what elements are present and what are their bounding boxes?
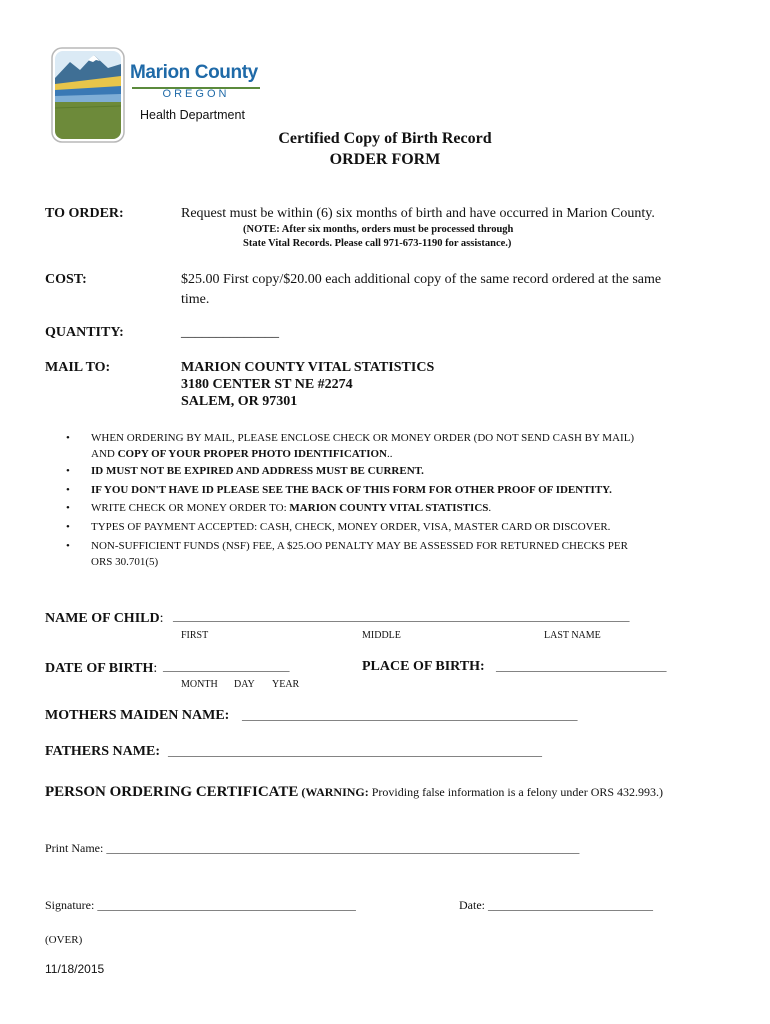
bullet-icon: • bbox=[66, 432, 70, 444]
logo-state: OREGON bbox=[162, 88, 230, 100]
bullet-1-bold: COPY OF YOUR PROPER PHOTO IDENTIFICATION bbox=[117, 448, 388, 460]
footer-date: 11/18/2015 bbox=[45, 962, 105, 976]
date-of-birth-field[interactable]: _______________________ bbox=[163, 661, 290, 673]
mothers-maiden-name-field[interactable]: _____________________________________________________________ bbox=[242, 710, 578, 722]
bullet-4-post: . bbox=[488, 502, 492, 514]
bullet-icon: • bbox=[66, 484, 70, 496]
to-order-text: Request must be within (6) six months of birth and have occurred in Marion County. bbox=[181, 206, 655, 221]
to-order-note-2: State Vital Records. Please call 971-673-1190 for assistance.) bbox=[243, 238, 512, 249]
over-note: (OVER) bbox=[45, 934, 83, 946]
to-order-note-1: (NOTE: After six months, orders must be processed through bbox=[243, 224, 514, 235]
bullet-1-pre: AND bbox=[91, 448, 118, 460]
place-of-birth-label: PLACE OF BIRTH: bbox=[362, 659, 485, 674]
to-order-label: TO ORDER: bbox=[45, 206, 124, 221]
date-label: Date: bbox=[459, 898, 488, 912]
year-caption: YEAR bbox=[272, 679, 300, 690]
middle-name-caption: MIDDLE bbox=[362, 630, 401, 641]
mothers-maiden-name-label: MOTHERS MAIDEN NAME: bbox=[45, 708, 230, 723]
mail-to-line-3: SALEM, OR 97301 bbox=[181, 394, 298, 409]
cost-text-2: time. bbox=[181, 292, 210, 307]
mail-to-label: MAIL TO: bbox=[45, 360, 111, 375]
form-title: Certified Copy of Birth Record bbox=[278, 130, 492, 147]
place-of-birth-field[interactable]: _______________________________ bbox=[496, 661, 667, 673]
person-ordering-heading bbox=[45, 783, 663, 801]
date-field[interactable]: ______________________________ bbox=[488, 900, 653, 912]
quantity-field[interactable]: ______________ bbox=[181, 325, 279, 340]
print-name-field[interactable]: ______________________________________________________________________________________ bbox=[106, 843, 580, 855]
bullet-5: TYPES OF PAYMENT ACCEPTED: CASH, CHECK, MONEY ORDER, VISA, MASTER CARD OR DISCOVER. bbox=[91, 521, 611, 533]
bullet-4-pre: WRITE CHECK OR MONEY ORDER TO: bbox=[91, 502, 290, 514]
cost-text-1: $25.00 First copy/$20.00 each additional copy of the same record ordered at the same bbox=[181, 272, 662, 287]
bullet-1-post: .. bbox=[387, 448, 393, 460]
signature-row bbox=[45, 898, 356, 913]
print-name-label: Print Name: bbox=[45, 841, 107, 855]
fathers-name-field[interactable]: ____________________________________________________________________ bbox=[168, 746, 542, 758]
bullet-icon: • bbox=[66, 540, 70, 552]
logo-county-name: Marion County bbox=[130, 62, 258, 83]
bullet-6-line-2: ORS 30.701(5) bbox=[91, 556, 159, 568]
bullet-icon: • bbox=[66, 502, 70, 514]
date-of-birth-row bbox=[45, 659, 157, 677]
day-caption: DAY bbox=[234, 679, 255, 690]
month-caption: MONTH bbox=[181, 679, 218, 690]
cost-label: COST: bbox=[45, 272, 87, 287]
bullet-1-line-2 bbox=[91, 448, 393, 460]
signature-field[interactable]: _______________________________________________ bbox=[97, 900, 356, 912]
date-row bbox=[459, 898, 653, 913]
person-ordering-paren: ( bbox=[298, 785, 306, 799]
bullet-4 bbox=[91, 502, 491, 514]
name-of-child-colon: : bbox=[159, 611, 164, 626]
person-ordering-label: PERSON ORDERING CERTIFICATE bbox=[45, 784, 299, 800]
bullet-4-bold: MARION COUNTY VITAL STATISTICS bbox=[289, 502, 489, 514]
mail-to-line-1: MARION COUNTY VITAL STATISTICS bbox=[181, 360, 435, 375]
bullet-3: IF YOU DON'T HAVE ID PLEASE SEE THE BACK OF THIS FORM FOR OTHER PROOF OF IDENTITY. bbox=[91, 484, 612, 496]
warning-text: Providing false information is a felony under ORS 432.993.) bbox=[368, 785, 664, 799]
bullet-icon: • bbox=[66, 521, 70, 533]
first-name-caption: FIRST bbox=[181, 630, 209, 641]
signature-label: Signature: bbox=[45, 898, 98, 912]
last-name-caption: LAST NAME bbox=[544, 630, 601, 641]
date-of-birth-colon: : bbox=[153, 661, 158, 676]
bullet-6-line-1: NON-SUFFICIENT FUNDS (NSF) FEE, A $25.OO PENALTY MAY BE ASSESSED FOR RETURNED CHECKS PER bbox=[91, 540, 628, 552]
bullet-2: ID MUST NOT BE EXPIRED AND ADDRESS MUST BE CURRENT. bbox=[91, 465, 424, 477]
name-of-child-row bbox=[45, 609, 163, 627]
fathers-name-label: FATHERS NAME: bbox=[45, 744, 160, 759]
date-of-birth-label: DATE OF BIRTH bbox=[45, 661, 154, 676]
print-name-row bbox=[45, 841, 579, 856]
bullet-1-line-1: WHEN ORDERING BY MAIL, PLEASE ENCLOSE CHECK OR MONEY ORDER (DO NOT SEND CASH BY MAIL) bbox=[91, 432, 635, 444]
name-of-child-field[interactable]: ___________________________________________________________________________________ bbox=[173, 611, 630, 623]
logo-department: Health Department bbox=[140, 108, 245, 122]
warning-label: WARNING: bbox=[305, 785, 369, 799]
name-of-child-label: NAME OF CHILD bbox=[45, 611, 160, 626]
quantity-label: QUANTITY: bbox=[45, 325, 124, 340]
bullet-icon: • bbox=[66, 465, 70, 477]
form-subtitle: ORDER FORM bbox=[329, 151, 441, 168]
mail-to-line-2: 3180 CENTER ST NE #2274 bbox=[181, 377, 353, 392]
